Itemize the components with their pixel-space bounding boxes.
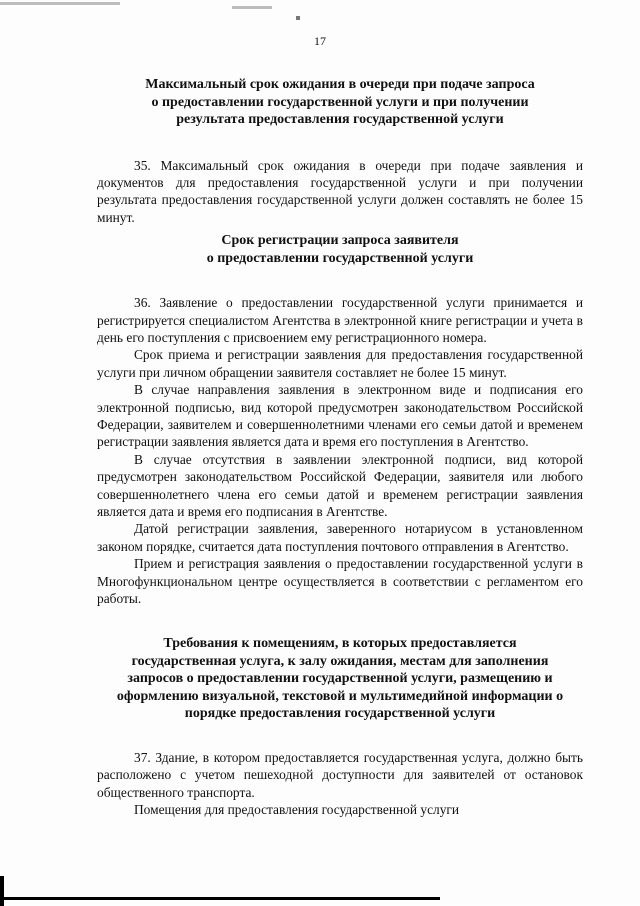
paragraph-37-premises: Помещения для предоставления государственной услуги bbox=[134, 802, 460, 818]
page-number: 17 bbox=[314, 34, 326, 48]
paragraph-35: 35. Максимальный срок ожидания в очереди при подаче заявления и документов для предоставления государственной услуги и при получении результата предоставления государственной услуги должен составлять не более 15 минут. bbox=[97, 157, 583, 225]
scan-artifact bbox=[232, 6, 272, 9]
heading-line: порядке предоставления государственной услуги bbox=[184, 706, 496, 722]
paragraph-36-mfc: Прием и регистрация заявления о предоставлении государственной услуги в Многофункциональном центре осуществляется в соответствии с регламентом его работы. bbox=[97, 556, 583, 607]
heading-line: результата предоставления государственной услуги bbox=[176, 112, 504, 127]
heading-line: запросов о предоставлении государственной услуги, размещению и bbox=[127, 671, 553, 687]
scan-edge-artifact bbox=[0, 876, 4, 906]
heading-line: государственная услуга, к залу ожидания, местам для заполнения bbox=[131, 653, 549, 669]
paragraph-37: 37. Здание, в котором предоставляется государственная услуга, должно быть расположено с учетом пешеходной доступности для заявителей от остановок общественного транспорта. bbox=[97, 749, 583, 800]
paragraph-36: 36. Заявление о предоставлении государственной услуги принимается и регистрируется специалистом Агентства в электронной книге регистрации и учета в день его поступления с присвоением ему регистрационного номера. bbox=[97, 295, 583, 345]
heading-line: оформлению визуальной, текстовой и мультимедийной информации о bbox=[116, 688, 564, 704]
scan-edge-artifact bbox=[0, 897, 440, 900]
section-heading-registration-time bbox=[97, 232, 583, 267]
scan-artifact bbox=[0, 2, 120, 5]
heading-line: о предоставлении государственной услуги и при получении bbox=[151, 94, 529, 110]
section-heading-waiting-time bbox=[97, 76, 583, 129]
paragraph-36-reception-time: Срок приема и регистрации заявления для предоставления государственной услуги при личном обращении заявителя составляет не более 15 минут. bbox=[97, 347, 583, 380]
scan-artifact bbox=[296, 16, 300, 20]
heading-line: Максимальный срок ожидания в очереди при подаче запроса bbox=[145, 77, 535, 92]
heading-line: о предоставлении государственной услуги bbox=[206, 250, 474, 266]
paragraph-36-electronic-signature: В случае направления заявления в электронном виде и подписания его электронной подписью, вид которой предусмотрен законодательством Российской Федерации, заявителем и совершеннолетними членами его семьи датой и временем регистрации заявления является дата и время его поступления в Агентство. bbox=[97, 382, 583, 450]
section-heading-premises-requirements bbox=[97, 635, 583, 723]
paragraph-36-no-signature: В случае отсутствия в заявлении электронной подписи, вид которой предусмотрен законодательством Российской Федерации, заявителя или любого совершеннолетнего члена его семьи датой и временем регистрации заявления является дата и время его подписания в Агентстве. bbox=[97, 451, 583, 519]
paragraph-36-notary: Датой регистрации заявления, заверенного нотариусом в установленном законом порядке, считается дата поступления почтового отправления в Агентство. bbox=[97, 521, 583, 554]
heading-line: Требования к помещениям, в которых предоставляется bbox=[163, 636, 517, 652]
document-body bbox=[97, 76, 583, 819]
heading-line: Срок регистрации запроса заявителя bbox=[221, 233, 459, 249]
